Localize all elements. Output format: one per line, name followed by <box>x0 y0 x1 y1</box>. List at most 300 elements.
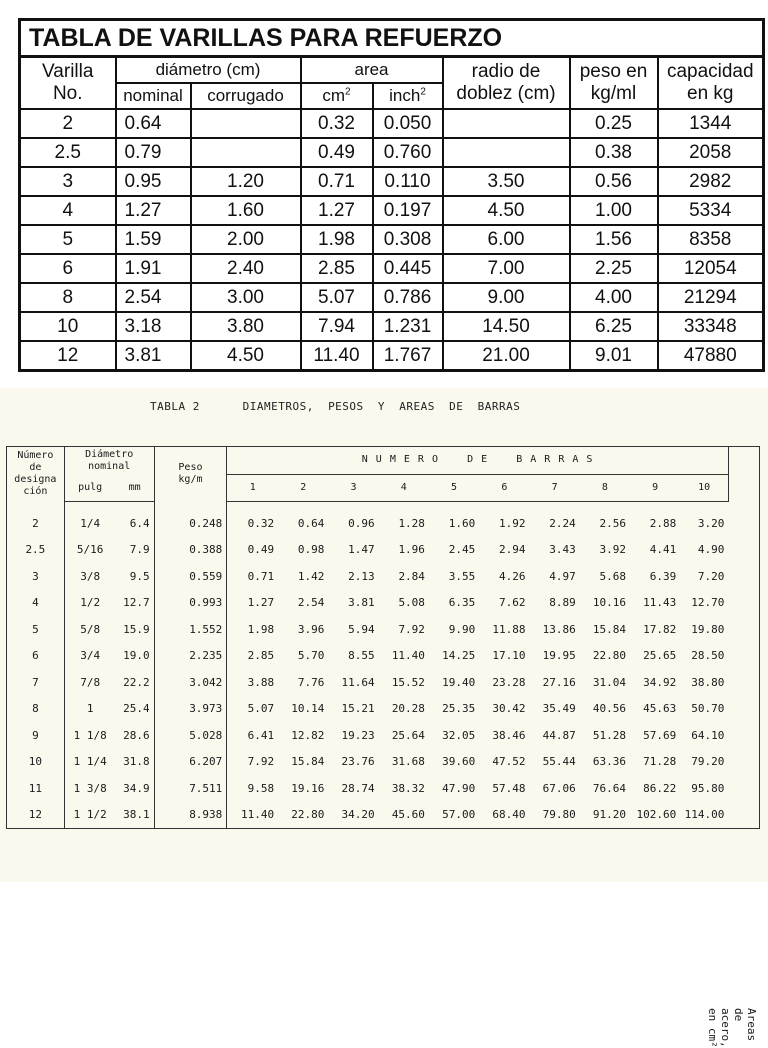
h2-diametro-l1: Diámetro <box>85 448 134 460</box>
table-cell: 31.68 <box>391 755 425 769</box>
table-cell: 2.00 <box>191 225 301 254</box>
table-cell: 4.90 <box>697 543 725 557</box>
table-cell: 19.80 <box>691 622 725 636</box>
table-row <box>7 749 760 776</box>
table-cell: 1.59 <box>116 225 191 254</box>
table-cell: 2.25 <box>570 254 658 283</box>
table-cell: 15.21 <box>341 702 375 716</box>
table-cell: 7.00 <box>443 254 570 283</box>
table-cell: 12.7 <box>116 590 155 617</box>
table-cell: 5.07 <box>301 283 373 312</box>
table-cell: 1.27 <box>247 596 275 610</box>
table-cell: 57.69 <box>643 728 677 742</box>
table-cell: 38.80 <box>691 675 725 689</box>
table-cell: 1 <box>86 702 94 716</box>
table-cell: 19.16 <box>291 781 325 795</box>
table-cell: 5.08 <box>398 596 425 610</box>
table-cell: 25.4 <box>116 696 155 723</box>
h2-numero-l4: ción <box>23 486 48 498</box>
header-inch2 <box>373 83 443 109</box>
table-cell: 8.89 <box>549 596 576 610</box>
table-cell: 3 <box>20 167 116 196</box>
table-cell: 8.938 <box>154 802 227 829</box>
table-cell: 3.00 <box>191 283 301 312</box>
h2-numero-barras: N U M E R O D E B A R R A S <box>227 447 729 475</box>
table-cell: 1/4 <box>80 516 101 530</box>
table-cell: 0.71 <box>247 569 275 583</box>
table-cell: 8.55 <box>348 649 375 663</box>
header-no-label: No. <box>52 83 83 104</box>
header-peso-label: peso en <box>579 61 648 82</box>
table-cell: 1.92 <box>498 516 526 530</box>
table-cell: 10.14 <box>291 702 325 716</box>
table-cell: 7.9 <box>116 537 155 564</box>
table-cell: 95.80 <box>691 781 725 795</box>
header-kgml-label: kg/ml <box>590 83 637 104</box>
table-row <box>7 616 760 643</box>
table-cell: 2.94 <box>498 543 526 557</box>
table-cell: 3.80 <box>191 312 301 341</box>
table-cell: 17.82 <box>643 622 677 636</box>
table-cell: 9.90 <box>448 622 476 636</box>
table-cell <box>443 138 570 167</box>
table-cell <box>191 109 301 138</box>
table-row <box>7 802 760 829</box>
table-cell: 21.00 <box>443 341 570 371</box>
table-cell: 22.2 <box>116 669 155 696</box>
table-cell: 38.32 <box>391 781 425 795</box>
header-area: area <box>301 57 443 84</box>
table-cell: 5.68 <box>599 569 626 583</box>
table-cell: 25.65 <box>643 649 677 663</box>
cm2-sup: 2 <box>345 86 351 98</box>
table-cell: 6 <box>20 254 116 283</box>
table-cell: 2.84 <box>398 569 425 583</box>
table-cell: 47.52 <box>492 755 526 769</box>
table-cell: 0.25 <box>570 109 658 138</box>
table-cell: 15.84 <box>291 755 325 769</box>
table-cell: 5 <box>20 225 116 254</box>
table-row <box>20 283 764 312</box>
table-cell: 3.96 <box>297 622 325 636</box>
table-cell: 6.00 <box>443 225 570 254</box>
table-cell: 12.70 <box>691 596 725 610</box>
table-cell: 1/2 <box>80 596 101 610</box>
h2-count-10: 10 <box>680 474 728 502</box>
table-cell: 6.35 <box>448 596 476 610</box>
table-cell: 2.56 <box>599 516 626 530</box>
table-cell: 0.388 <box>154 537 227 564</box>
table-cell: 3.88 <box>247 675 275 689</box>
table-cell: 14.50 <box>443 312 570 341</box>
table-cell: 6.39 <box>649 569 677 583</box>
table-cell: 9.01 <box>570 341 658 371</box>
table-cell: 47880 <box>658 341 764 371</box>
header-doblez-label: doblez (cm) <box>456 83 556 104</box>
table-cell: 8358 <box>658 225 764 254</box>
table-row <box>20 167 764 196</box>
table-cell: 5 <box>7 616 65 643</box>
table-cell: 8 <box>7 696 65 723</box>
table-cell: 4.26 <box>498 569 526 583</box>
h2-mm: mm <box>116 474 155 502</box>
table-cell: 5.028 <box>154 722 227 749</box>
h2-count-4: 4 <box>379 474 429 502</box>
table-cell: 4 <box>7 590 65 617</box>
h2-peso-l1: Peso <box>178 462 203 474</box>
table-cell: 7.62 <box>498 596 526 610</box>
table-cell: 34.20 <box>341 808 375 822</box>
h2-numero <box>7 447 65 502</box>
table-cell: 1344 <box>658 109 764 138</box>
table-cell: 3.81 <box>116 341 191 371</box>
table-cell: 9.00 <box>443 283 570 312</box>
table-cell: 1 1/4 <box>73 755 107 769</box>
header-capacidad-label: capacidad <box>666 61 754 82</box>
table-cell: 76.64 <box>592 781 626 795</box>
table-cell: 0.559 <box>154 563 227 590</box>
table-cell: 6.207 <box>154 749 227 776</box>
table-cell: 57.48 <box>492 781 526 795</box>
table-cell: 55.44 <box>542 755 576 769</box>
table-cell: 10.16 <box>592 596 626 610</box>
table-row <box>7 669 760 696</box>
table-cell: 102.60 <box>636 808 677 822</box>
table-cell: 71.28 <box>643 755 677 769</box>
table-cell: 0.993 <box>154 590 227 617</box>
table-cell: 19.40 <box>442 675 476 689</box>
table-cell <box>191 138 301 167</box>
table-cell: 11.64 <box>341 675 375 689</box>
table-cell: 0.56 <box>570 167 658 196</box>
table-cell: 4.50 <box>443 196 570 225</box>
table-cell: 0.445 <box>373 254 443 283</box>
table-cell: 3.50 <box>443 167 570 196</box>
table-cell <box>443 109 570 138</box>
table-cell: 7.92 <box>398 622 425 636</box>
table-cell: 7.20 <box>697 569 725 583</box>
table-cell: 7/8 <box>80 675 101 689</box>
table-cell: 5/16 <box>76 543 104 557</box>
table-cell: 2.88 <box>649 516 677 530</box>
table-cell: 68.40 <box>492 808 526 822</box>
h2-numero-l1: Número <box>17 450 54 462</box>
table-cell: 3.20 <box>697 516 725 530</box>
table-cell: 9 <box>7 722 65 749</box>
table-row <box>7 775 760 802</box>
table-cell: 1.91 <box>116 254 191 283</box>
table-cell: 1.56 <box>570 225 658 254</box>
table-cell: 3 <box>7 563 65 590</box>
table-cell: 6.41 <box>247 728 275 742</box>
table-cell: 114.00 <box>684 808 725 822</box>
table-cell: 2.40 <box>191 254 301 283</box>
table-cell: 0.32 <box>247 516 275 530</box>
table-cell: 3/8 <box>80 569 101 583</box>
table-cell: 0.110 <box>373 167 443 196</box>
table-cell: 34.92 <box>643 675 677 689</box>
table-cell: 79.20 <box>691 755 725 769</box>
table-cell: 10 <box>7 749 65 776</box>
h2-peso <box>154 447 227 502</box>
table-row <box>20 109 764 138</box>
table-cell: 3.18 <box>116 312 191 341</box>
table1-title: TABLA DE VARILLAS PARA REFUERZO <box>20 20 764 57</box>
header-radio <box>443 57 570 110</box>
header-corrugado: corrugado <box>191 83 301 109</box>
table-cell: 1 1/2 <box>73 808 107 822</box>
table-cell: 0.308 <box>373 225 443 254</box>
table-cell: 3.042 <box>154 669 227 696</box>
cm2-label: cm <box>322 86 346 105</box>
table-row <box>20 225 764 254</box>
table-cell: 28.6 <box>116 722 155 749</box>
table-cell: 17.10 <box>492 649 526 663</box>
h2-diametro <box>64 447 154 475</box>
table-cell: 20.28 <box>391 702 425 716</box>
table-cell: 2.85 <box>247 649 275 663</box>
table-cell: 13.86 <box>542 622 576 636</box>
table-cell: 6 <box>7 643 65 670</box>
table-cell: 0.760 <box>373 138 443 167</box>
table-cell: 2.85 <box>301 254 373 283</box>
table-cell: 9.58 <box>247 781 275 795</box>
table-cell: 2.45 <box>448 543 476 557</box>
h2-numero-l2: de <box>29 462 42 474</box>
table-cell: 1.42 <box>297 569 325 583</box>
h2-count-6: 6 <box>479 474 529 502</box>
table-cell: 11.43 <box>643 596 677 610</box>
table-cell: 6.25 <box>570 312 658 341</box>
table-cell: 45.63 <box>643 702 677 716</box>
table-cell: 38.46 <box>492 728 526 742</box>
table-cell: 1.60 <box>191 196 301 225</box>
table-cell: 0.38 <box>570 138 658 167</box>
table-row <box>7 696 760 723</box>
header-varilla <box>20 57 116 110</box>
table-row <box>7 643 760 670</box>
table-cell: 64.10 <box>691 728 725 742</box>
table-cell: 28.74 <box>341 781 375 795</box>
table-cell: 1 1/8 <box>73 728 107 742</box>
table-cell: 4.50 <box>191 341 301 371</box>
table-cell: 0.64 <box>297 516 325 530</box>
table-cell: 3/4 <box>80 649 101 663</box>
table-cell: 1.60 <box>448 516 476 530</box>
table-cell: 12 <box>20 341 116 371</box>
table-cell: 2 <box>7 502 65 537</box>
table-cell: 15.52 <box>391 675 425 689</box>
table-cell: 1.552 <box>154 616 227 643</box>
table-cell: 6.4 <box>116 502 155 537</box>
header-nominal: nominal <box>116 83 191 109</box>
table-cell: 2982 <box>658 167 764 196</box>
table-row <box>20 312 764 341</box>
table-cell: 33348 <box>658 312 764 341</box>
table-cell: 25.35 <box>442 702 476 716</box>
table-cell: 15.84 <box>592 622 626 636</box>
table-cell: 5.07 <box>247 702 275 716</box>
h2-numero-l3: designa <box>14 474 57 486</box>
table-cell: 11.88 <box>492 622 526 636</box>
table-row <box>7 502 760 537</box>
table-cell: 11.40 <box>391 649 425 663</box>
table-cell: 19.0 <box>116 643 155 670</box>
table-cell: 0.49 <box>247 543 275 557</box>
table-cell: 21294 <box>658 283 764 312</box>
table-cell: 1.20 <box>191 167 301 196</box>
table-row <box>7 563 760 590</box>
table-cell: 0.32 <box>301 109 373 138</box>
table-cell: 2 <box>20 109 116 138</box>
table-cell: 44.87 <box>542 728 576 742</box>
table-cell: 3.81 <box>348 596 375 610</box>
h2-kgm: kg/m <box>178 474 203 486</box>
table-cell: 0.49 <box>301 138 373 167</box>
table-cell: 45.60 <box>391 808 425 822</box>
table-cell: 1 3/8 <box>73 781 107 795</box>
h2-pulg: pulg <box>64 474 115 502</box>
table-cell: 1.27 <box>301 196 373 225</box>
h2-count-5: 5 <box>429 474 479 502</box>
table-cell: 8 <box>20 283 116 312</box>
table-cell: 1.98 <box>247 622 275 636</box>
h2-count-8: 8 <box>580 474 630 502</box>
table-cell: 39.60 <box>442 755 476 769</box>
table2-container <box>0 388 768 1048</box>
table-cell: 4.41 <box>649 543 677 557</box>
table-cell: 22.80 <box>291 808 325 822</box>
table-cell: 9.5 <box>116 563 155 590</box>
table-cell: 1.231 <box>373 312 443 341</box>
h2-count-9: 9 <box>630 474 680 502</box>
header-capacidad <box>658 57 764 110</box>
table-cell: 31.04 <box>592 675 626 689</box>
table-cell: 12.82 <box>291 728 325 742</box>
table-cell: 0.050 <box>373 109 443 138</box>
table-cell: 2.24 <box>549 516 576 530</box>
table-cell: 1.47 <box>348 543 375 557</box>
table-cell: 31.8 <box>116 749 155 776</box>
table-cell: 79.80 <box>542 808 576 822</box>
table1-container <box>18 18 762 378</box>
h2-count-row <box>7 474 760 502</box>
table1-body <box>20 109 764 371</box>
bar-areas-table <box>6 446 760 829</box>
table-cell: 30.42 <box>492 702 526 716</box>
table-cell: 2.5 <box>7 537 65 564</box>
table-cell: 7.94 <box>301 312 373 341</box>
h2-diametro-l2: nominal <box>88 460 131 472</box>
header-radio-label: radio de <box>471 61 541 82</box>
table-cell: 0.786 <box>373 283 443 312</box>
table-cell: 28.50 <box>691 649 725 663</box>
table-cell: 11.40 <box>301 341 373 371</box>
table-cell: 12 <box>7 802 65 829</box>
h2-count-3: 3 <box>328 474 378 502</box>
table-cell: 38.1 <box>116 802 155 829</box>
table-cell: 0.64 <box>116 109 191 138</box>
table-cell: 5334 <box>658 196 764 225</box>
table-row <box>7 590 760 617</box>
table-cell: 7.76 <box>297 675 325 689</box>
inch2-sup: 2 <box>420 86 426 98</box>
table-cell: 7.92 <box>247 755 275 769</box>
table-cell: 19.23 <box>341 728 375 742</box>
table-cell: 47.90 <box>442 781 476 795</box>
table-row <box>20 254 764 283</box>
table-cell: 51.28 <box>592 728 626 742</box>
rebar-table <box>18 18 765 372</box>
header-varilla-label: Varilla <box>42 61 94 82</box>
table-cell: 22.80 <box>592 649 626 663</box>
table-cell: 0.197 <box>373 196 443 225</box>
table-cell: 5.94 <box>348 622 375 636</box>
table-cell: 91.20 <box>592 808 626 822</box>
table-cell: 50.70 <box>691 702 725 716</box>
table-cell: 1.28 <box>398 516 425 530</box>
table-cell: 4.00 <box>570 283 658 312</box>
table-cell: 11.40 <box>241 808 275 822</box>
table-cell: 4 <box>20 196 116 225</box>
table-cell: 12054 <box>658 254 764 283</box>
table-cell: 5.70 <box>297 649 325 663</box>
table-cell: 2.5 <box>20 138 116 167</box>
h2-count-2: 2 <box>278 474 328 502</box>
table-cell: 23.28 <box>492 675 526 689</box>
table-cell: 0.248 <box>154 502 227 537</box>
table-cell: 0.98 <box>297 543 325 557</box>
table-row <box>7 722 760 749</box>
header-diametro: diámetro (cm) <box>116 57 301 84</box>
inch2-label: inch <box>389 86 421 105</box>
table-cell: 5/8 <box>80 622 101 636</box>
table-cell: 0.96 <box>348 516 375 530</box>
table-cell: 2.13 <box>348 569 375 583</box>
table-cell: 0.71 <box>301 167 373 196</box>
table-cell: 63.36 <box>592 755 626 769</box>
table-cell: 34.9 <box>116 775 155 802</box>
table-cell: 86.22 <box>643 781 677 795</box>
table-cell: 4.97 <box>549 569 576 583</box>
table-cell: 19.95 <box>542 649 576 663</box>
table2-body <box>7 502 760 829</box>
table-cell: 1.27 <box>116 196 191 225</box>
table-cell: 1.767 <box>373 341 443 371</box>
table-cell: 25.64 <box>391 728 425 742</box>
table-cell: 3.55 <box>448 569 476 583</box>
table-cell: 1.00 <box>570 196 658 225</box>
table-cell: 2.54 <box>116 283 191 312</box>
table-cell: 2.54 <box>297 596 325 610</box>
table-row <box>20 341 764 371</box>
header-enkg-label: en kg <box>687 83 734 104</box>
table-row <box>20 196 764 225</box>
table-cell: 0.95 <box>116 167 191 196</box>
table-cell: 3.973 <box>154 696 227 723</box>
table-cell: 14.25 <box>442 649 476 663</box>
table-cell: 35.49 <box>542 702 576 716</box>
table-cell: 27.16 <box>542 675 576 689</box>
side-label: Areas de acero, en cm² <box>706 1008 758 1048</box>
table-cell: 7 <box>7 669 65 696</box>
table-cell: 32.05 <box>442 728 476 742</box>
table-cell: 0.79 <box>116 138 191 167</box>
table-cell: 1.96 <box>398 543 425 557</box>
table-cell: 23.76 <box>341 755 375 769</box>
table-cell: 2058 <box>658 138 764 167</box>
table-row <box>20 138 764 167</box>
